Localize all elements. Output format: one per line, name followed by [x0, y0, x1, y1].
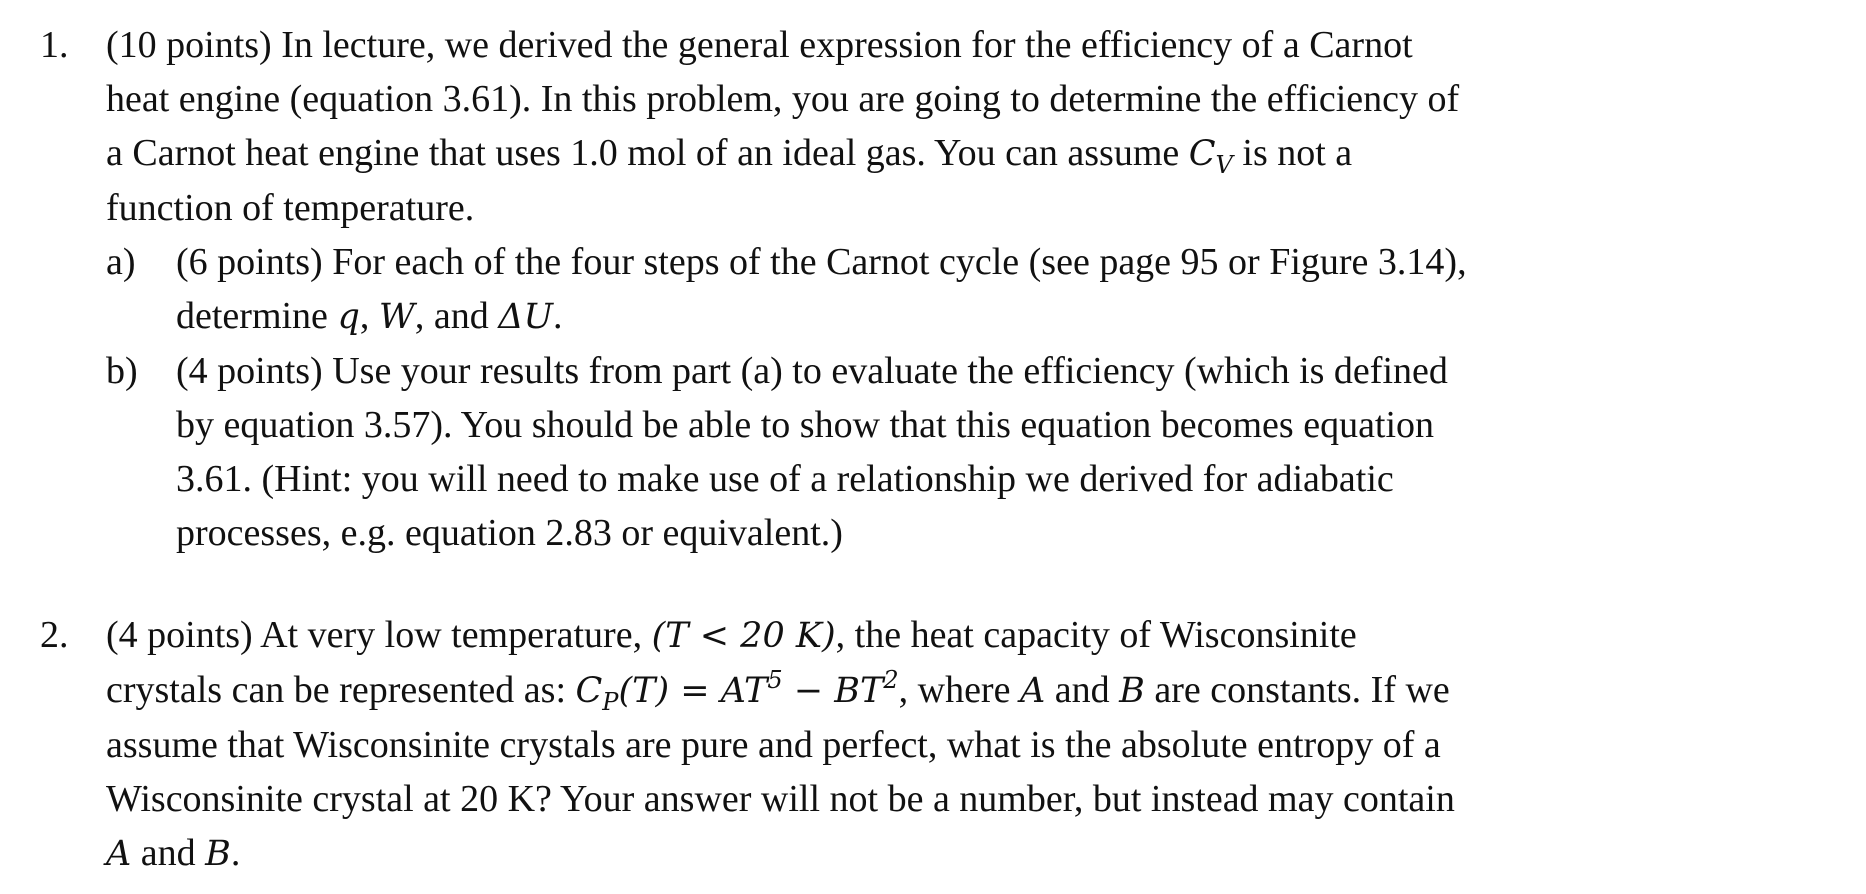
part-a-line: (6 points) For each of the four steps of the Carnot cycle (see page 95 or Figure 3.14),	[176, 241, 1467, 283]
part-b-line: (4 points) Use your results from part (a) to evaluate the efficiency (which is defined	[176, 350, 1448, 392]
part-b-line: processes, e.g. equation 2.83 or equivalent.)	[176, 512, 843, 554]
w-symbol: W	[378, 297, 415, 337]
question-1-number: 1.	[40, 24, 69, 66]
part-b-letter: b)	[106, 350, 138, 392]
a-symbol: A	[106, 834, 132, 874]
question-2-line: Wisconsinite crystal at 20 K? Your answer will not be a number, but instead may contain	[106, 778, 1455, 820]
temperature-condition: (T < 20 K)	[651, 616, 836, 656]
question-2-text	[106, 608, 1820, 881]
question-1-line: a Carnot heat engine that uses 1.0 mol of an ideal gas. You can assume $C_V$ is not a	[106, 132, 1353, 179]
question-1-part-a	[106, 235, 1820, 344]
a-symbol: A	[1019, 671, 1046, 711]
part-b-line: by equation 3.57). You should be able to show that this equation becomes equation	[176, 404, 1435, 446]
part-b-line: 3.61. (Hint: you will need to make use of a relationship we derived for adiabatic	[176, 458, 1394, 500]
question-2-line: (4 points) At very low temperature, (T < 20 K), the heat capacity of Wisconsinite	[106, 614, 1357, 656]
b-symbol: B	[205, 834, 231, 874]
question-2-line: assume that Wisconsinite crystals are pure and perfect, what is the absolute entropy of a	[106, 724, 1441, 766]
b-symbol: B	[1119, 671, 1145, 711]
question-1-line: function of temperature.	[106, 187, 475, 229]
cv-symbol: $C_V$	[1188, 134, 1233, 179]
question-2-line: A and B.	[106, 832, 241, 874]
part-a-line: determine q, W, and ΔU.	[176, 295, 563, 337]
question-2-line: crystals can be represented as: $C_P(T) = AT^5 - BT^2$, where A and B are constants. If we	[106, 666, 1450, 716]
heat-capacity-equation: $C_P(T) = AT^5 - BT^2$	[575, 666, 899, 716]
question-1-part-b	[106, 344, 1820, 560]
question-1-line: (10 points) In lecture, we derived the general expression for the efficiency of a Carnot	[106, 24, 1413, 66]
delta-u-symbol: ΔU	[498, 297, 553, 337]
q-symbol: q	[337, 297, 360, 337]
part-a-letter: a)	[106, 241, 136, 283]
question-1-line: heat engine (equation 3.61). In this problem, you are going to determine the efficiency of	[106, 78, 1460, 120]
question-2	[40, 608, 1820, 881]
question-1	[40, 18, 1820, 560]
question-2-number: 2.	[40, 614, 69, 656]
question-1-text	[106, 18, 1820, 235]
